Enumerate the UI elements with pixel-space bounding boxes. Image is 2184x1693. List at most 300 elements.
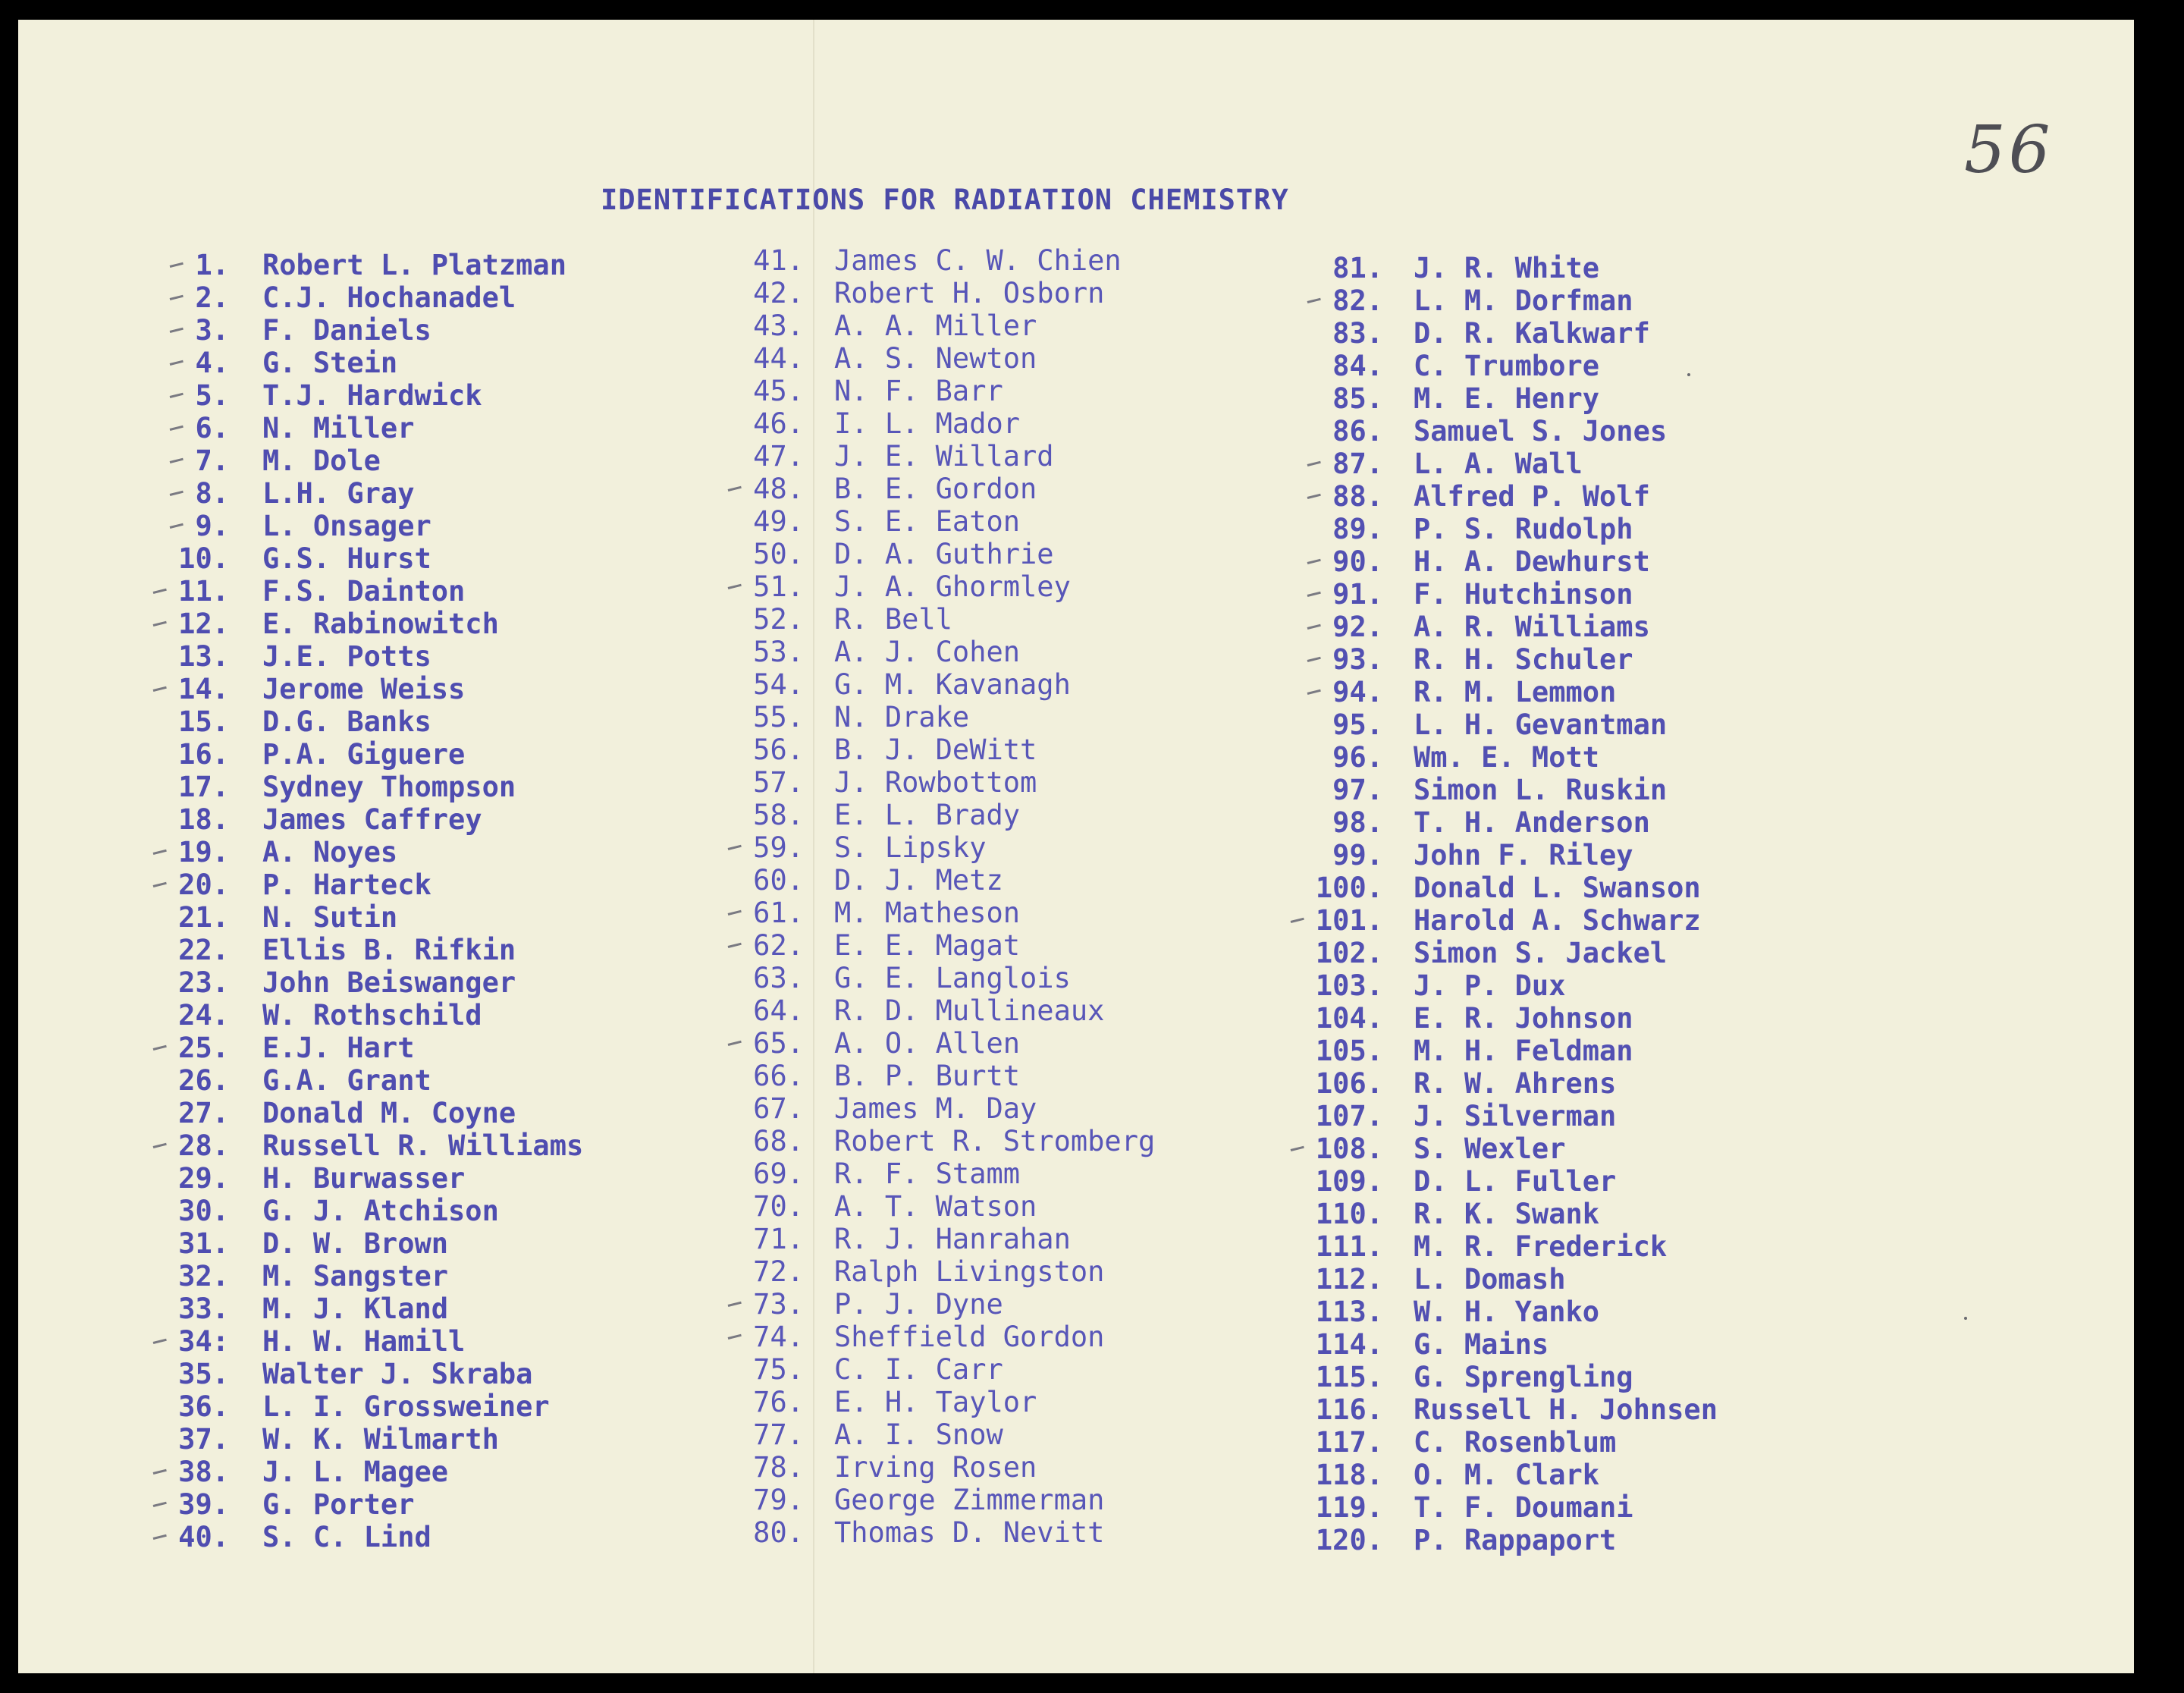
entry-name: J. E. Willard (834, 440, 1054, 473)
list-item (178, 542, 431, 575)
entry-name: W. Rothschild (262, 999, 482, 1032)
list-item (195, 249, 566, 281)
list-item (753, 799, 1021, 831)
entry-name: P.A. Giguere (262, 738, 466, 771)
entry-number: 50. (753, 538, 804, 570)
list-item (178, 1162, 466, 1195)
entry-number: 44. (753, 342, 804, 375)
entry-number: 5. (195, 379, 229, 412)
entry-number: 104. (1315, 1002, 1383, 1035)
entry-name: L. A. Wall (1414, 448, 1583, 480)
entry-number: 73. (753, 1288, 804, 1321)
entry-number: 85. (1332, 382, 1383, 415)
entry-number: 63. (753, 962, 804, 994)
list-item (178, 1032, 415, 1064)
entry-number: 106. (1315, 1067, 1383, 1100)
entry-number: 102. (1315, 937, 1383, 969)
entry-name: C. I. Carr (834, 1353, 1003, 1386)
check-mark-icon (728, 943, 742, 948)
entry-number: 91. (1332, 578, 1383, 611)
entry-name: Sydney Thompson (262, 771, 516, 803)
entry-name: E. E. Magat (834, 929, 1021, 962)
entry-name: D.G. Banks (262, 705, 431, 738)
entry-name: R. K. Swank (1414, 1198, 1600, 1230)
list-item (753, 831, 987, 864)
entry-name: D. R. Kalkwarf (1414, 317, 1650, 350)
list-item (753, 309, 1037, 342)
list-item (195, 281, 516, 314)
entry-number: 16. (178, 738, 229, 771)
list-item (195, 412, 415, 444)
entry-name: Alfred P. Wolf (1414, 480, 1650, 513)
entry-name: L. H. Gevantman (1414, 708, 1668, 741)
list-item (753, 1451, 1037, 1484)
entry-name: P. Harteck (262, 868, 431, 901)
entry-number: 12. (178, 608, 229, 640)
entry-name: W. H. Yanko (1414, 1296, 1600, 1328)
entry-number: 101. (1315, 904, 1383, 937)
entry-number: 53. (753, 636, 804, 668)
entry-number: 31. (178, 1227, 229, 1260)
entry-number: 115. (1315, 1361, 1383, 1393)
list-item (753, 1484, 1105, 1516)
entry-name: O. M. Clark (1414, 1459, 1600, 1491)
check-mark-icon (153, 589, 167, 594)
entry-name: G. M. Kavanagh (834, 668, 1071, 701)
entry-number: 72. (753, 1255, 804, 1288)
entry-name: D. J. Metz (834, 864, 1003, 897)
entry-number: 35. (178, 1358, 229, 1390)
list-item (753, 929, 1021, 962)
entry-name: G.A. Grant (262, 1064, 431, 1097)
entry-name: Samuel S. Jones (1414, 415, 1668, 448)
entry-name: E. H. Taylor (834, 1386, 1037, 1418)
entry-number: 74. (753, 1321, 804, 1353)
entry-name: A. R. Williams (1414, 611, 1650, 643)
list-item (1332, 252, 1600, 284)
entry-name: M. E. Henry (1414, 382, 1600, 415)
entry-name: F. Hutchinson (1414, 578, 1633, 611)
entry-number: 83. (1332, 317, 1383, 350)
list-item (178, 1260, 449, 1293)
entry-number: 54. (753, 668, 804, 701)
list-item (178, 640, 431, 673)
entry-name: A. Noyes (262, 836, 398, 868)
list-item (1315, 1361, 1633, 1393)
entry-number: 64. (753, 994, 804, 1027)
list-item (753, 897, 1021, 929)
check-mark-icon (1307, 689, 1321, 695)
check-mark-icon (1307, 494, 1321, 499)
entry-name: R. W. Ahrens (1414, 1067, 1617, 1100)
list-item (753, 473, 1037, 505)
check-mark-icon (728, 1041, 742, 1046)
list-item (753, 1027, 1021, 1060)
list-item (1315, 1100, 1617, 1132)
entry-name: M. Matheson (834, 897, 1021, 929)
list-item (178, 1227, 449, 1260)
entry-number: 34: (178, 1325, 229, 1358)
entry-name: N. Miller (262, 412, 415, 444)
entry-name: Ralph Livingston (834, 1255, 1105, 1288)
entry-number: 97. (1332, 774, 1383, 806)
entry-number: 25. (178, 1032, 229, 1064)
entry-number: 3. (195, 314, 229, 347)
entry-number: 52. (753, 603, 804, 636)
list-item (178, 771, 516, 803)
entry-name: N. F. Barr (834, 375, 1003, 407)
check-mark-icon (170, 328, 184, 333)
list-item (753, 603, 952, 636)
entry-name: D. A. Guthrie (834, 538, 1054, 570)
entry-name: C. Trumbore (1414, 350, 1600, 382)
list-item (178, 836, 398, 868)
entry-name: G. J. Atchison (262, 1195, 499, 1227)
entry-number: 107. (1315, 1100, 1383, 1132)
entry-name: E. Rabinowitch (262, 608, 499, 640)
entry-number: 48. (753, 473, 804, 505)
check-mark-icon (153, 882, 167, 887)
entry-name: P. S. Rudolph (1414, 513, 1633, 545)
entry-name: Jerome Weiss (262, 673, 466, 705)
entry-number: 117. (1315, 1426, 1383, 1459)
entry-number: 82. (1332, 284, 1383, 317)
list-item (753, 505, 1021, 538)
entry-name: E. L. Brady (834, 799, 1021, 831)
entry-number: 76. (753, 1386, 804, 1418)
entry-number: 90. (1332, 545, 1383, 578)
list-item (178, 934, 516, 966)
list-item (178, 738, 466, 771)
entry-name: M. Sangster (262, 1260, 449, 1293)
entry-number: 7. (195, 444, 229, 477)
entry-number: 67. (753, 1092, 804, 1125)
entry-name: R. F. Stamm (834, 1157, 1021, 1190)
list-item (753, 277, 1105, 309)
entry-name: James C. W. Chien (834, 244, 1122, 277)
list-item (1332, 578, 1633, 611)
list-item (178, 673, 466, 705)
entry-name: A. O. Allen (834, 1027, 1021, 1060)
list-item (178, 1521, 431, 1553)
entry-name: G. Mains (1414, 1328, 1549, 1361)
entry-name: N. Sutin (262, 901, 398, 934)
entry-name: R. D. Mullineaux (834, 994, 1105, 1027)
list-item (195, 314, 431, 347)
entry-number: 38. (178, 1456, 229, 1488)
entry-name: John Beiswanger (262, 966, 516, 999)
entry-number: 32. (178, 1260, 229, 1293)
entry-number: 24. (178, 999, 229, 1032)
list-item (1315, 1491, 1633, 1524)
check-mark-icon (1307, 298, 1321, 303)
entry-number: 70. (753, 1190, 804, 1223)
check-mark-icon (1291, 1146, 1304, 1151)
list-item (178, 1423, 499, 1456)
entry-name: L.H. Gray (262, 477, 415, 510)
ink-speck (1687, 373, 1690, 376)
entry-number: 41. (753, 244, 804, 277)
entry-number: 65. (753, 1027, 804, 1060)
entry-name: J. R. White (1414, 252, 1600, 284)
entry-number: 27. (178, 1097, 229, 1129)
entry-name: Harold A. Schwarz (1414, 904, 1701, 937)
list-item (178, 1195, 499, 1227)
list-item (1332, 480, 1650, 513)
entry-name: T. F. Doumani (1414, 1491, 1633, 1524)
list-item (753, 1386, 1037, 1418)
entry-name: C.J. Hochanadel (262, 281, 516, 314)
list-item (1315, 1035, 1633, 1067)
list-item (1332, 774, 1668, 806)
entry-number: 114. (1315, 1328, 1383, 1361)
list-item (178, 868, 431, 901)
entry-number: 98. (1332, 806, 1383, 839)
entry-number: 20. (178, 868, 229, 901)
entry-name: A. J. Cohen (834, 636, 1021, 668)
list-item (178, 1390, 550, 1423)
entry-name: C. Rosenblum (1414, 1426, 1617, 1459)
entry-number: 2. (195, 281, 229, 314)
list-item (753, 733, 1037, 766)
list-item (753, 342, 1037, 375)
list-item (1332, 741, 1600, 774)
list-item (1332, 284, 1633, 317)
check-mark-icon (728, 1334, 742, 1340)
list-item (1332, 545, 1650, 578)
entry-number: 43. (753, 309, 804, 342)
entry-name: Irving Rosen (834, 1451, 1037, 1484)
entry-number: 86. (1332, 415, 1383, 448)
entry-number: 36. (178, 1390, 229, 1423)
entry-number: 94. (1332, 676, 1383, 708)
list-item (753, 440, 1054, 473)
entry-number: 112. (1315, 1263, 1383, 1296)
entry-name: Robert R. Stromberg (834, 1125, 1156, 1157)
list-item (178, 901, 398, 934)
entry-number: 78. (753, 1451, 804, 1484)
check-mark-icon (728, 584, 742, 589)
entry-number: 79. (753, 1484, 804, 1516)
entry-name: George Zimmerman (834, 1484, 1105, 1516)
entry-number: 4. (195, 347, 229, 379)
list-item (1332, 643, 1633, 676)
entry-name: L. I. Grossweiner (262, 1390, 550, 1423)
check-mark-icon (153, 1143, 167, 1148)
entry-number: 51. (753, 570, 804, 603)
entry-name: Donald L. Swanson (1414, 872, 1701, 904)
entry-number: 71. (753, 1223, 804, 1255)
entry-number: 1. (195, 249, 229, 281)
entry-number: 17. (178, 771, 229, 803)
list-item (1332, 448, 1583, 480)
entry-name: J. L. Magee (262, 1456, 449, 1488)
list-item (1315, 1296, 1600, 1328)
check-mark-icon (170, 295, 184, 300)
check-mark-icon (1307, 559, 1321, 564)
check-mark-icon (1307, 592, 1321, 597)
entry-name: J.E. Potts (262, 640, 431, 673)
list-item (753, 538, 1054, 570)
list-item (178, 1358, 533, 1390)
entry-name: James Caffrey (262, 803, 482, 836)
check-mark-icon (728, 910, 742, 916)
entry-number: 8. (195, 477, 229, 510)
list-item (1332, 415, 1668, 448)
entry-number: 68. (753, 1125, 804, 1157)
list-item (178, 803, 482, 836)
list-item (753, 668, 1071, 701)
check-mark-icon (153, 686, 167, 692)
check-mark-icon (1307, 461, 1321, 466)
entry-name: S. Wexler (1414, 1132, 1566, 1165)
check-mark-icon (153, 1045, 167, 1051)
check-mark-icon (170, 426, 184, 431)
check-mark-icon (153, 1534, 167, 1540)
list-item (178, 999, 482, 1032)
entry-name: Simon L. Ruskin (1414, 774, 1668, 806)
list-item (753, 994, 1105, 1027)
entry-number: 58. (753, 799, 804, 831)
list-item (1315, 1067, 1617, 1100)
list-item (1332, 350, 1600, 382)
check-mark-icon (170, 360, 184, 366)
list-item (753, 1060, 1021, 1092)
list-item (753, 1157, 1021, 1190)
entry-name: H. W. Hamill (262, 1325, 466, 1358)
list-item (1332, 317, 1650, 350)
list-item (1315, 1198, 1600, 1230)
list-item (753, 962, 1071, 994)
list-item (1315, 1426, 1617, 1459)
entry-name: H. Burwasser (262, 1162, 466, 1195)
list-item (753, 1353, 1003, 1386)
list-item (1315, 1002, 1633, 1035)
entry-number: 28. (178, 1129, 229, 1162)
entry-name: R. Bell (834, 603, 952, 636)
entry-name: I. L. Mador (834, 407, 1021, 440)
entry-name: A. T. Watson (834, 1190, 1037, 1223)
entry-number: 59. (753, 831, 804, 864)
entry-number: 14. (178, 673, 229, 705)
entry-name: M. Dole (262, 444, 381, 477)
entry-number: 46. (753, 407, 804, 440)
entry-name: J. A. Ghormley (834, 570, 1071, 603)
list-item (178, 1064, 431, 1097)
entry-number: 56. (753, 733, 804, 766)
entry-number: 29. (178, 1162, 229, 1195)
entry-name: J. P. Dux (1414, 969, 1566, 1002)
list-item (1315, 937, 1668, 969)
check-mark-icon (170, 523, 184, 529)
entry-name: D. W. Brown (262, 1227, 449, 1260)
entry-number: 80. (753, 1516, 804, 1549)
entry-number: 11. (178, 575, 229, 608)
entry-name: L. Onsager (262, 510, 431, 542)
list-item (195, 510, 431, 542)
entry-number: 18. (178, 803, 229, 836)
list-item (1332, 676, 1617, 708)
entry-name: E.J. Hart (262, 1032, 415, 1064)
entry-number: 84. (1332, 350, 1383, 382)
list-item (1315, 1524, 1617, 1556)
entry-number: 40. (178, 1521, 229, 1553)
entry-name: S. C. Lind (262, 1521, 431, 1553)
entry-number: 93. (1332, 643, 1383, 676)
entry-name: James M. Day (834, 1092, 1037, 1125)
entry-number: 57. (753, 766, 804, 799)
list-item (753, 1255, 1105, 1288)
list-item (753, 1288, 1003, 1321)
entry-number: 118. (1315, 1459, 1383, 1491)
list-item (753, 1516, 1105, 1549)
entry-name: Thomas D. Nevitt (834, 1516, 1105, 1549)
list-item (1332, 513, 1633, 545)
entry-name: F. Daniels (262, 314, 431, 347)
entry-name: G. Porter (262, 1488, 415, 1521)
entry-name: J. Silverman (1414, 1100, 1617, 1132)
entry-name: Ellis B. Rifkin (262, 934, 516, 966)
entry-name: S. Lipsky (834, 831, 987, 864)
entry-name: F.S. Dainton (262, 575, 466, 608)
list-item (753, 1223, 1071, 1255)
list-item (753, 375, 1003, 407)
entry-number: 96. (1332, 741, 1383, 774)
entry-name: Russell R. Williams (262, 1129, 584, 1162)
list-item (178, 1325, 466, 1358)
list-item (195, 477, 415, 510)
check-mark-icon (1307, 624, 1321, 630)
entry-number: 62. (753, 929, 804, 962)
list-item (1315, 969, 1566, 1002)
entry-number: 119. (1315, 1491, 1383, 1524)
entry-name: M. R. Frederick (1414, 1230, 1668, 1263)
list-item (1332, 806, 1650, 839)
list-item (753, 766, 1037, 799)
entry-name: L. M. Dorfman (1414, 284, 1633, 317)
entry-number: 15. (178, 705, 229, 738)
check-mark-icon (728, 845, 742, 850)
list-item (195, 444, 381, 477)
entry-name: Russell H. Johnsen (1414, 1393, 1718, 1426)
entry-number: 92. (1332, 611, 1383, 643)
entry-number: 45. (753, 375, 804, 407)
list-item (1315, 1230, 1668, 1263)
check-mark-icon (1291, 918, 1304, 923)
entry-number: 100. (1315, 872, 1383, 904)
entry-name: R. M. Lemmon (1414, 676, 1617, 708)
entry-name: M. H. Feldman (1414, 1035, 1633, 1067)
entry-name: B. P. Burtt (834, 1060, 1021, 1092)
entry-number: 37. (178, 1423, 229, 1456)
check-mark-icon (728, 1302, 742, 1307)
entry-number: 109. (1315, 1165, 1383, 1198)
check-mark-icon (1307, 657, 1321, 662)
entry-number: 116. (1315, 1393, 1383, 1426)
list-item (753, 1092, 1037, 1125)
entry-number: 69. (753, 1157, 804, 1190)
list-item (195, 347, 398, 379)
entry-name: P. J. Dyne (834, 1288, 1003, 1321)
check-mark-icon (170, 491, 184, 496)
page-title: IDENTIFICATIONS FOR RADIATION CHEMISTRY (601, 184, 1289, 216)
entry-number: 75. (753, 1353, 804, 1386)
list-item (1332, 839, 1633, 872)
check-mark-icon (170, 458, 184, 463)
list-item (1332, 382, 1600, 415)
entry-name: B. E. Gordon (834, 473, 1037, 505)
entry-number: 21. (178, 901, 229, 934)
